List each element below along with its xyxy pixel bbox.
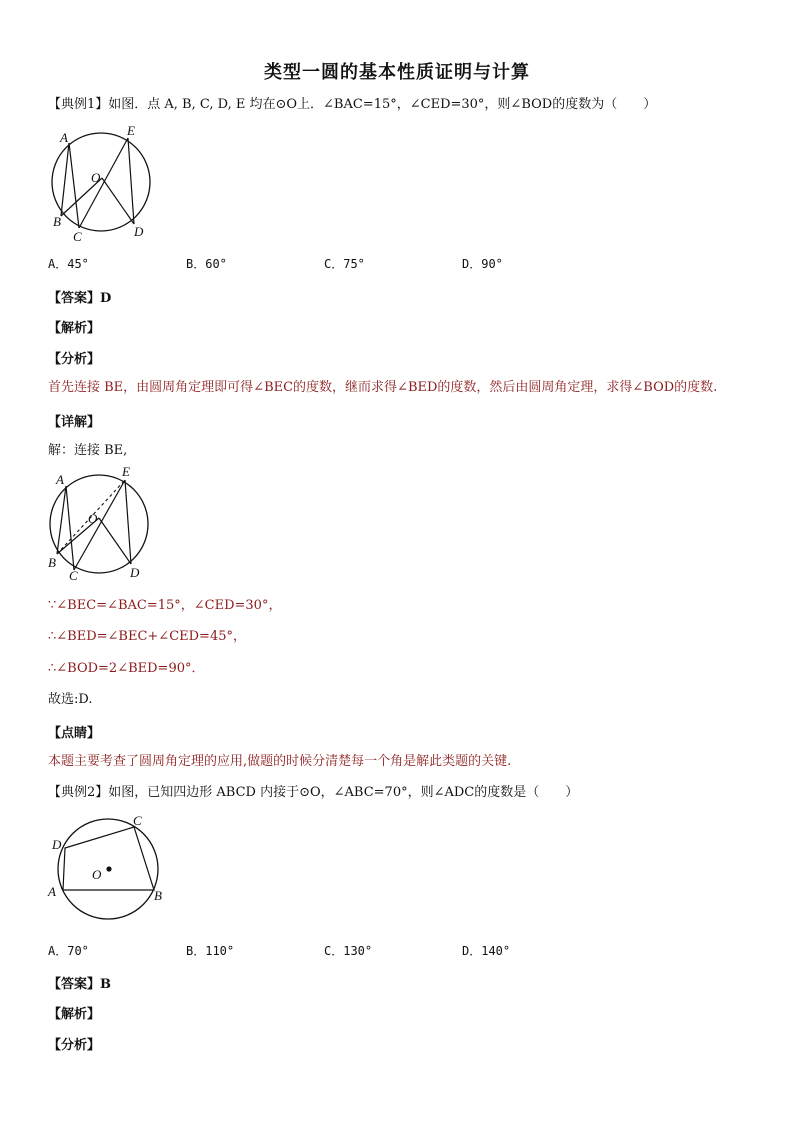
ex1-analysis-text: 首先连接 BE，由圆周角定理即可得∠BEC的度数，继而求得∠BED的度数，然后由圆周角定理，求得∠BOD的度数.	[48, 380, 718, 395]
circle-o-solution	[50, 475, 148, 573]
label-d-2: D	[130, 565, 140, 580]
ex1-solution-intro: 解：连接 BE,	[48, 443, 128, 458]
label-a: A	[60, 130, 68, 145]
label-d: D	[134, 224, 144, 239]
ex1-xiangjie-heading: 【详解】	[48, 415, 101, 430]
label-d-3: D	[52, 837, 62, 852]
label-a-3: A	[48, 884, 56, 899]
ex1-step-2: ∴∠BED=∠BEC+∠CED=45°，	[48, 629, 246, 644]
label-o-3: O	[92, 867, 102, 882]
label-o-2: O	[88, 511, 98, 526]
ex1-option-d: D．90°	[462, 257, 503, 271]
ex2-option-b: B．110°	[186, 944, 235, 958]
ex1-step-3: ∴∠BOD=2∠BED=90°．	[48, 661, 205, 676]
label-b-2: B	[48, 555, 56, 570]
page-title: 类型一圆的基本性质证明与计算	[264, 62, 530, 83]
ex1-dianjing-text: 本题主要考查了圆周角定理的应用,做题的时候分清楚每一个角是解此类题的关键.	[48, 754, 512, 769]
ex2-answer: 【答案】B	[48, 977, 111, 992]
example1-question: 【典例1】如图．点 A, B, C, D, E 均在⊙O上．∠BAC=15°，∠CED=30°，则∠BOD的度数为（ ）	[48, 97, 657, 112]
example1-solution-figure	[44, 462, 174, 587]
label-e-2: E	[122, 464, 130, 479]
label-a-2: A	[56, 472, 64, 487]
ex1-option-c: C．75°	[324, 257, 365, 271]
ex2-option-a: A．70°	[48, 944, 89, 958]
ex1-option-b: B．60°	[186, 257, 227, 271]
label-o: O	[91, 170, 101, 185]
quadrilateral-abcd	[63, 827, 154, 890]
example1-figure	[44, 120, 174, 245]
ex2-jiexi-heading: 【解析】	[48, 1007, 101, 1022]
ex1-step-1: ∵∠BEC=∠BAC=15°，∠CED=30°，	[48, 598, 282, 613]
ex1-option-a: A．45°	[48, 257, 89, 271]
ex2-option-c: C．130°	[324, 944, 373, 958]
ex1-fenxi-heading: 【分析】	[48, 352, 101, 367]
label-c-2: C	[69, 568, 78, 583]
ex1-dianjing-heading: 【点睛】	[48, 726, 101, 741]
ex2-option-d: D．140°	[462, 944, 511, 958]
label-b-3: B	[154, 888, 162, 903]
center-point	[106, 866, 111, 871]
label-c: C	[73, 229, 82, 244]
label-e: E	[127, 123, 135, 138]
label-c-3: C	[133, 813, 142, 828]
label-b: B	[53, 214, 61, 229]
ex1-answer: 【答案】D	[48, 291, 112, 306]
ex1-choice: 故选:D.	[48, 692, 93, 707]
ex1-jiexi-heading: 【解析】	[48, 321, 101, 336]
circle-o	[52, 133, 150, 231]
ex2-fenxi-heading: 【分析】	[48, 1038, 101, 1053]
example2-question: 【典例2】如图，已知四边形 ABCD 内接于⊙O，∠ABC=70°，则∠ADC的度数是（ ）	[48, 785, 579, 800]
example2-figure	[44, 808, 174, 928]
